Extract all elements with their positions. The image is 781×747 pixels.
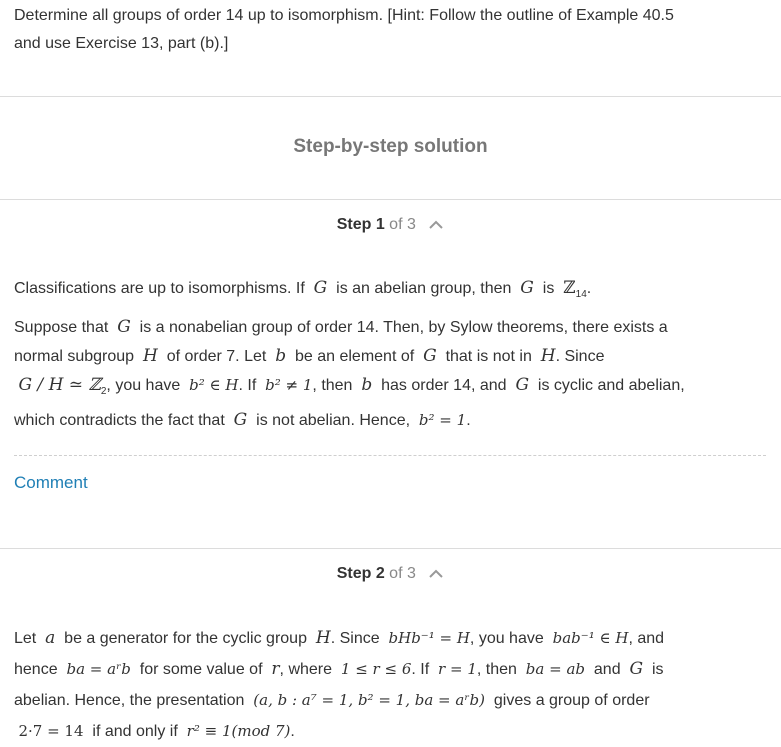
math: G	[515, 375, 530, 395]
text: and	[593, 661, 621, 678]
math: r	[271, 659, 280, 679]
text: if and only if	[92, 723, 178, 740]
text: which contradicts the fact that	[14, 412, 225, 430]
math: b² ∈ H	[189, 376, 239, 394]
math: G	[629, 659, 644, 679]
text: be an element of	[294, 348, 415, 365]
question-line-1: Determine all groups of order 14 up to isomorphism. [Hint: Follow the outline of Example 40.5	[14, 7, 674, 24]
divider	[0, 548, 781, 549]
text: is cyclic and abelian,	[537, 377, 685, 394]
math: 2·7 = 14	[18, 722, 84, 740]
text: , then	[312, 377, 353, 394]
step-1-number: 1	[375, 216, 385, 233]
math: (a, b : a⁷ = 1, b² = 1, ba = aʳb)	[253, 691, 485, 709]
math: b² ≠ 1	[265, 376, 313, 394]
step-1-count: of 3	[389, 216, 416, 233]
text: is not abelian. Hence,	[256, 412, 411, 430]
solution-title: Step-by-step solution	[293, 136, 488, 157]
text: .	[586, 280, 592, 297]
question-line-2: and use Exercise 13, part (b).]	[14, 35, 229, 52]
chevron-up-icon[interactable]	[428, 569, 444, 579]
math: bab⁻¹ ∈ H	[552, 629, 629, 647]
math: 1 ≤ r ≤ 6	[340, 660, 412, 678]
text: , you have	[469, 630, 544, 647]
text: be a generator for the cyclic group	[64, 630, 307, 647]
text: . If	[238, 377, 257, 394]
math: a	[45, 628, 56, 648]
math-subscript: 2	[100, 386, 107, 398]
math: r = 1	[438, 660, 477, 678]
math: ba = aʳb	[66, 660, 131, 678]
text: .	[290, 723, 295, 740]
divider	[14, 455, 766, 456]
math: H	[315, 628, 331, 648]
text: is	[542, 280, 555, 297]
text: has order 14, and	[381, 377, 507, 394]
step-1-paragraph-1	[14, 274, 764, 309]
text: Let	[14, 630, 37, 647]
text: . Since	[330, 630, 380, 647]
math: G	[117, 317, 131, 337]
math: G	[233, 410, 248, 431]
text: normal subgroup	[14, 348, 135, 365]
text: that is not in	[445, 348, 532, 365]
text: hence	[14, 661, 58, 678]
math-subscript: 14	[575, 289, 587, 301]
math: ba = ab	[525, 660, 585, 678]
text: , where	[279, 661, 333, 678]
math: G	[423, 346, 437, 366]
text: of order 7. Let	[166, 348, 267, 365]
step-2-label: Step	[336, 565, 372, 582]
text: gives a group of order	[493, 692, 650, 709]
math: G / H ≃ ℤ	[18, 375, 101, 395]
step-2-header[interactable]	[0, 565, 781, 583]
text: Suppose that	[14, 319, 109, 336]
text: , and	[628, 630, 665, 647]
divider	[0, 96, 781, 97]
text: , you have	[106, 377, 181, 394]
math: H	[142, 346, 158, 366]
step-1-paragraph-2	[14, 313, 764, 435]
math: bHb⁻¹ = H	[388, 629, 470, 647]
step-1-header[interactable]	[0, 216, 781, 234]
step-2-count: of 3	[389, 565, 416, 582]
math: G	[313, 278, 328, 298]
math: r² ≡ 1(mod 7)	[186, 722, 291, 740]
divider	[0, 199, 781, 200]
text: .	[466, 412, 471, 430]
text: is an abelian group, then	[336, 280, 512, 297]
math: ℤ	[563, 278, 576, 298]
text: is	[651, 661, 664, 678]
math: b	[275, 346, 287, 366]
text: Classifications are up to isomorphisms. If	[14, 280, 305, 297]
step-2-paragraph-1	[14, 623, 764, 747]
math: G	[520, 278, 534, 298]
text: . If	[411, 661, 430, 678]
math: H	[540, 346, 556, 366]
comment-link[interactable]: Comment	[14, 473, 88, 492]
step-2-number: 2	[375, 565, 385, 582]
step-1-label: Step	[336, 216, 372, 233]
text: abelian. Hence, the presentation	[14, 692, 245, 709]
text: is a nonabelian group of order 14. Then, by Sylow theorems, there exists a	[139, 319, 668, 336]
text: , then	[476, 661, 517, 678]
text: for some value of	[139, 661, 263, 678]
question-text	[14, 2, 754, 58]
math: b² = 1	[418, 411, 467, 430]
math: b	[361, 375, 373, 395]
text: . Since	[555, 348, 605, 365]
chevron-up-icon[interactable]	[428, 220, 444, 230]
